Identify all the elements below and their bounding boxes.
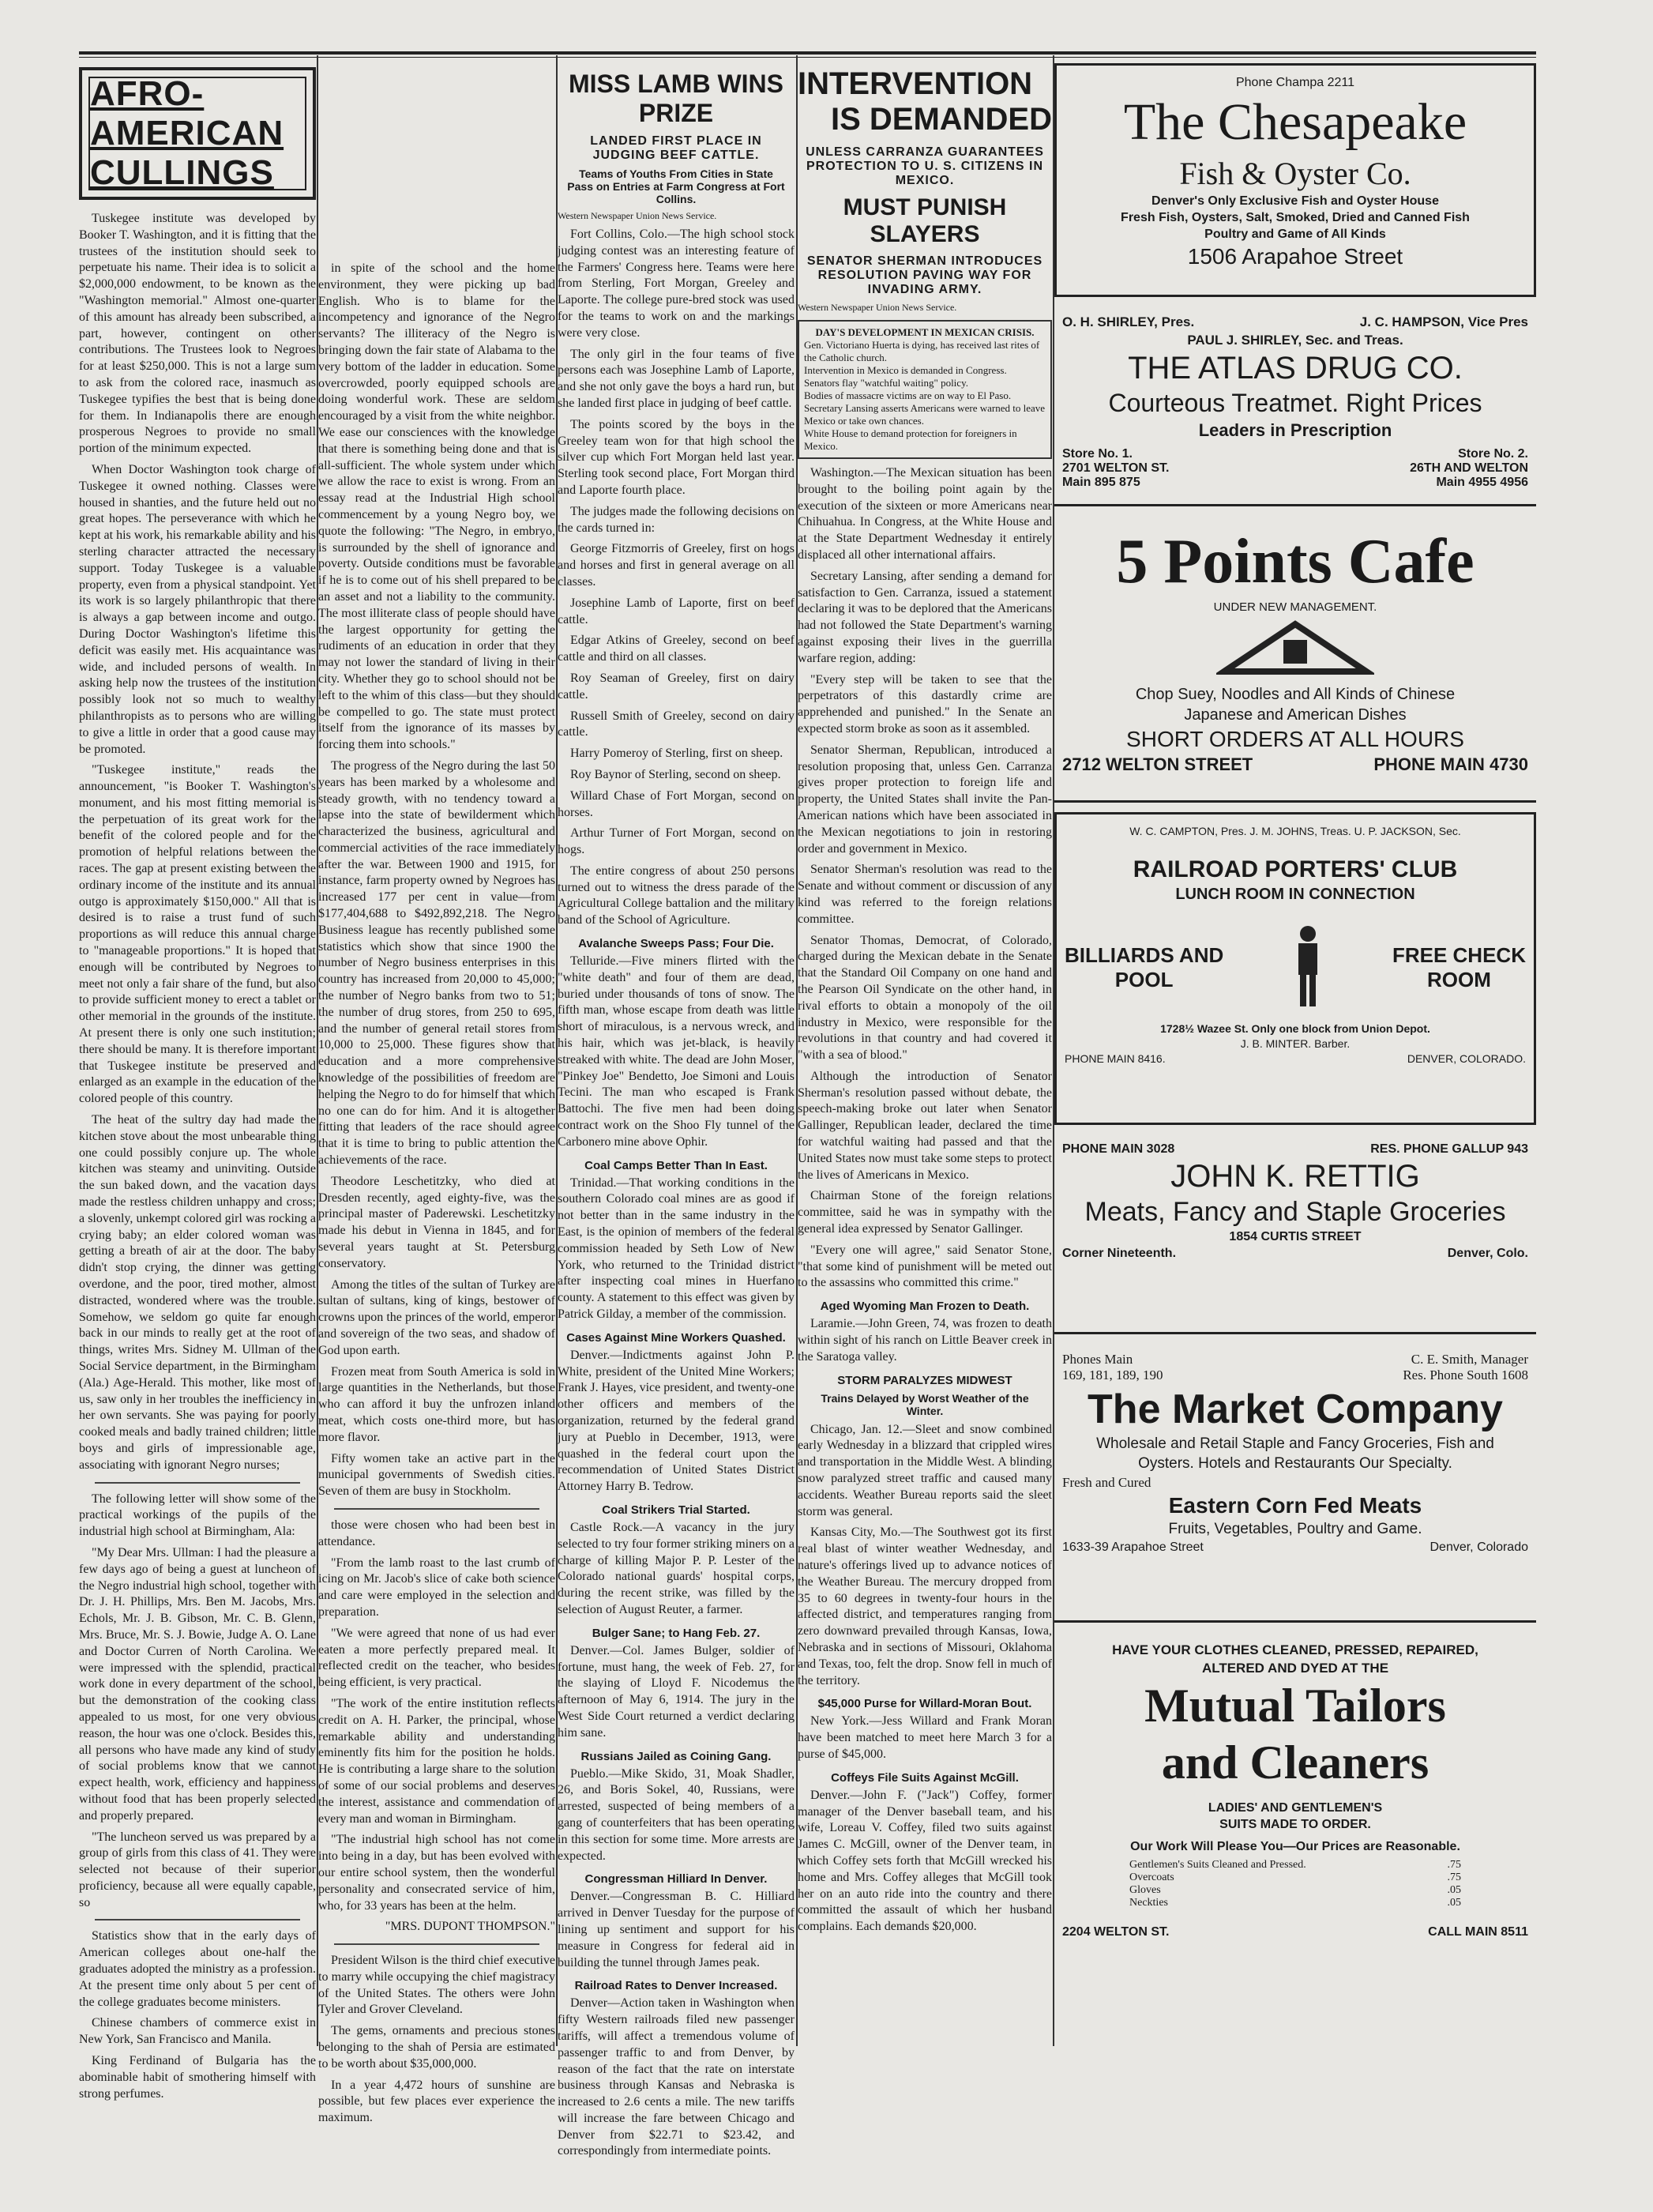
- headline: MISS LAMB WINS PRIZE: [569, 70, 783, 127]
- separator: [334, 1508, 539, 1510]
- subhead: Congressman Hilliard In Denver.: [584, 1872, 768, 1887]
- box-item: White House to demand protection for foreigners in Mexico.: [804, 427, 1017, 452]
- subheadline: Teams of Youths From Cities in State Pass on Entries at Farm Congress at Fort Collins.: [567, 167, 785, 205]
- ad-text: Fresh Fish, Oysters, Salt, Smoked, Dried and Canned Fish: [1121, 211, 1470, 224]
- store-1: Store No. 1.: [1062, 447, 1133, 461]
- paragraph: Edgar Atkins of Greeley, second on beef cattle and third on all classes.: [558, 634, 795, 664]
- paragraph: Castle Rock.—A vacancy in the jury selected to try four former striking miners on a charge of killing Major P. P. Lester of the Colorado national guards' hospital corps, during the recent strike, was filled by the selection of August Reuter, a farmer.: [558, 1520, 795, 1616]
- dateline: Western Newspaper Union News Service.: [558, 210, 717, 221]
- paragraph: "From the lamb roast to the last crumb of icing on Mr. Jacob's slice of cake both science and care were employed in the selection and preparation.: [318, 1556, 555, 1619]
- ad-text: SUITS MADE TO ORDER.: [1219, 1818, 1371, 1831]
- ad-text: BILLIARDS AND: [1065, 943, 1224, 967]
- ad-text: LADIES' AND GENTLEMEN'S: [1208, 1801, 1383, 1815]
- paragraph: Laramie.—John Green, 74, was frozen to death within sight of his ranch on Little Beaver creek in the Saratoga valley.: [798, 1317, 1052, 1364]
- paragraph: Secretary Lansing, after sending a demand for satisfaction to Gen. Carranza, issued a statement declaring it was to be deplored that the Americans had not followed the State Department's warning against exposing their lives in the guerrilla warfare region, adding:: [798, 569, 1052, 665]
- ad-address: 2712 WELTON STREET: [1062, 754, 1253, 774]
- price-row: [1129, 1897, 1461, 1909]
- ad-phone: PHONE MAIN 4730: [1373, 754, 1528, 774]
- column-2: [318, 261, 555, 2131]
- ad-text: Oysters. Hotels and Restaurants Our Specialty.: [1138, 1455, 1452, 1472]
- paragraph: "Every step will be taken to see that the perpetrators of this dastardly crime are apprehended and punished." In the Senate an expected storm broke as soon as it assembled.: [798, 672, 1052, 735]
- price-row: [1129, 1872, 1461, 1884]
- ad-phone: 169, 181, 189, 190: [1062, 1367, 1163, 1382]
- ad-text: C. E. Smith, Manager: [1411, 1352, 1528, 1367]
- paragraph: Senator Sherman, Republican, introduced a resolution proposing that, unless Gen. Carranza gives proper protection to foreign life and property, the United States shall invite the Pan-American nations which have been associated in the Mexican negotiations to join in restoring order and government in Mexico.: [798, 743, 1052, 856]
- paragraph: Frozen meat from South America is sold in large quantities in the Netherlands, but those who can afford it buy the unfrozen inland meat, which costs one-third more, but has more flavor.: [318, 1364, 555, 1444]
- ad-phone: PHONE MAIN 8416.: [1065, 1052, 1166, 1065]
- paragraph: The judges made the following decisions on the cards turned in:: [558, 504, 795, 535]
- paragraph: "We were agreed that none of us had ever eaten a more perfectly prepared meal. It reflected credit on the teacher, who besides being efficient, is very practical.: [318, 1626, 555, 1690]
- paragraph: Senator Sherman's resolution was read to the Senate and without comment or discussion of any kind was referred to the foreign relations committee.: [798, 863, 1052, 926]
- ad-name: The Chesapeake: [1123, 93, 1467, 151]
- store-1-address: 2701 WELTON ST.: [1062, 461, 1170, 475]
- headline-deck: UNLESS CARRANZA GUARANTEES PROTECTION TO U. S. CITIZENS IN MEXICO.: [806, 145, 1044, 187]
- porter-figure-icon: [1284, 924, 1332, 1011]
- ad-text: HAVE YOUR CLOTHES CLEANED, PRESSED, REPAIRED,: [1112, 1642, 1478, 1657]
- price-row: [1129, 1884, 1461, 1897]
- dateline: Western Newspaper Union News Service.: [798, 302, 957, 313]
- store-2-address: 26TH AND WELTON: [1410, 461, 1528, 475]
- paragraph: The only girl in the four teams of five persons each was Josephine Lamb of Laporte, and she not only gave the boys a hard run, but she landed first place in judging of beef cattle.: [558, 347, 795, 410]
- signature: "MRS. DUPONT THOMPSON.": [385, 1920, 555, 1934]
- paragraph: Fort Collins, Colo.—The high school stock judging contest was an interesting feature of the Farmers' Congress here. Teams were here from Sterling, Fort Morgan, Greeley and Laporte. The college pure-bred stock was used for the teams to work on and the markings were very close.: [558, 228, 795, 340]
- paragraph: Willard Chase of Fort Morgan, second on horses.: [558, 788, 795, 819]
- five-points-cafe-ad: [1054, 516, 1536, 803]
- paragraph: The points scored by the boys in the Greeley team won for that high school the silver cup which Fort Morgan held last year. Sterling took second place, Fort Morgan third and Laporte fourth place.: [558, 417, 795, 497]
- paragraph: President Wilson is the third chief executive to marry while occupying the chief magistracy of the United States. The others were John Tyler and Grover Cleveland.: [318, 1954, 555, 2017]
- ad-text: Chop Suey, Noodles and All Kinds of Chinese: [1135, 686, 1456, 703]
- ad-name: Fish & Oyster Co.: [1179, 156, 1411, 191]
- ad-text: J. C. HAMPSON, Vice Pres: [1359, 314, 1528, 329]
- ad-name: RAILROAD PORTERS' CLUB: [1133, 856, 1458, 882]
- paragraph: Denver.—Indictments against John P. White, president of the United Mine Workers; Frank J. Hayes, vice president, and twenty-one other officers and members of the organization, returned by the federal grand jury at Pueblo in December, 1913, were quashed in the federal court upon the recommendation of United States District Attorney Harry B. Tedrow.: [558, 1348, 795, 1494]
- paragraph: Tuskegee institute was developed by Booker T. Washington, and it is fitting that the trustees of the institution should seek to perpetuate his name. Their idea is to solicit a $2,000,000 endowment, to be known as the "Washington memorial." Almost one-quarter of this amount has already been subscribed, a part, however, contingent on other contributions. The Trustees look to Negroes for at least $250,000. This is not a large sum to ask from the colored race, inasmuch as Tuskegee typifies the best that is being done for them. In Indianapolis there are enough prosperous Negroes to provide no small portion of the minimum expected.: [79, 212, 316, 456]
- ad-text: LUNCH ROOM IN CONNECTION: [1175, 886, 1415, 903]
- subhead: Aged Wyoming Man Frozen to Death.: [820, 1300, 1030, 1314]
- paragraph: The heat of the sultry day had made the kitchen stove about the most unbearable thing one could possibly conjure up. The whole kitchen was steamy and uninviting. Outside the sun baked down, and the vacation days made the restless children unhappy and cross; a slovenly, unkempt colored girl was rocking a crying baby; an elder colored woman was getting a breath of air at the door. The baby didn't stop crying, the dinner was getting overdone, and the poor, tired mother, almost distracted, wondered where was the trouble. Somehow, we seldom go quite far enough back in our minds to really get at the root of things, writes Mrs. Sidney M. Ullman of the Social Service department, in the Birmingham (Ala.) Age-Herald. This mother, like most of us, saw only in her troubles the inefficiency in her own servants. She was paying for poorly cooked meals and badly trained children; little boys and girls of impressionable age, associating with ignorant Negro nurses;: [79, 1113, 316, 1472]
- paragraph: New York.—Jess Willard and Frank Moran have been matched to meet here March 3 for a purse of $45,000.: [798, 1714, 1052, 1761]
- price-value: .05: [1447, 1884, 1461, 1896]
- ad-address: 1633-39 Arapahoe Street: [1062, 1540, 1204, 1554]
- box-item: Senators flay "watchful waiting" policy.: [804, 377, 968, 389]
- subhead: Avalanche Sweeps Pass; Four Die.: [578, 937, 774, 951]
- ad-text: DENVER, COLORADO.: [1407, 1052, 1526, 1065]
- ad-text: Fruits, Vegetables, Poultry and Game.: [1168, 1521, 1422, 1537]
- paragraph: those were chosen who had been best in attendance.: [318, 1518, 555, 1548]
- paragraph: Senator Thomas, Democrat, of Colorado, charged during the Mexican debate in the Senate that the Standard Oil Company on one hand and the Pearson Oil Syndicate on the other hand, in rival efforts to obtain a monopoly of the oil industry in Mexico, were responsible for the revolutions in that country and had covered it "with a sea of blood.": [798, 933, 1052, 1063]
- atlas-drug-ad: [1054, 307, 1536, 506]
- paragraph: Among the titles of the sultan of Turkey are sultan of sultans, king of kings, bestower of crowns upon the princes of the world, emperor and sovereign of the two seas, and shadow of God upon earth.: [318, 1277, 555, 1357]
- paragraph: Pueblo.—Mike Skido, 31, Moak Shadler, 26, and Boris Sokel, 40, Russians, were arrested, suspected of being members of a gang of counterfeiters that has been operating in this section for some time. More arrests are expected.: [558, 1766, 795, 1863]
- ads-column: [1054, 63, 1536, 2037]
- paragraph: In a year 4,472 hours of sunshine are possible, but few places ever experience the maximum.: [318, 2078, 555, 2125]
- paragraph: Theodore Leschetitzky, who died at Dresden recently, aged eighty-five, was the principal master of Paderewski. Leschetitzky made his debut in Vienna in 1845, and for several years taught at St. Petersburg conservatory.: [318, 1174, 555, 1270]
- paragraph: Chinese chambers of commerce exist in New York, San Francisco and Manila.: [79, 2016, 316, 2047]
- paragraph: "My Dear Mrs. Ullman: I had the pleasure a few days ago of being a guest at luncheon of the Negro industrial high school, together with Dr. J. H. Phillips, Mrs. Ben M. Jacobs, Mrs. Echols, Mr. J. B. Gibson, Mr. C. B. Glenn, Mrs. Bruce, Mr. S. J. Bowie, Judge A. O. Lane and Doctor Curren of North Carolina. We were impressed with the splendid, practical work done in every department of the school, but the demonstration of the cooking class appealed to us most, for one very obvious reason, the hour was one o'clock. Besides this, all persons who have made any kind of study of social problems know that we cannot expect health, work, efficiency and happiness without food that has been properly selected and properly prepared.: [79, 1545, 316, 1823]
- ad-slogan: Leaders in Prescription: [1198, 420, 1392, 440]
- subhead: $45,000 Purse for Willard-Moran Bout.: [817, 1697, 1032, 1711]
- subhead: STORM PARALYZES MIDWEST: [837, 1373, 1012, 1387]
- mutual-tailors-ad: [1054, 1632, 1536, 2027]
- store-1-phone: Main 895 875: [1062, 476, 1140, 489]
- ad-text: SHORT ORDERS AT ALL HOURS: [1126, 727, 1464, 751]
- ad-text: ROOM: [1427, 968, 1491, 991]
- cullings-heading: AFRO-AMERICAN CULLINGS: [88, 77, 306, 190]
- box-item: Secretary Lansing asserts Americans were warned to leave Mexico or take own chances.: [804, 402, 1046, 427]
- price-row: [1129, 1859, 1461, 1872]
- price-item: Overcoats: [1129, 1872, 1174, 1883]
- box-title: DAY'S DEVELOPMENT IN MEXICAN CRISIS.: [815, 326, 1035, 338]
- paragraph: "The work of the entire institution reflects credit on A. H. Parker, the principal, whose remarkable ability and understanding eminently fits him for the position he holds. He is contributing a large share to the solution of some of our social problems and deserves the interest, assistance and commendation of every man and woman in Birmingham.: [318, 1696, 555, 1826]
- paragraph: Fifty women take an active part in the municipal governments of Swedish cities. Seven of them are busy in Stockholm.: [318, 1451, 555, 1499]
- paragraph: "The industrial high school has not come into being in a day, but has been evolved with our entire school system, then the wonderful personality and consecrated service of him, who, for 33 years has been at the helm.: [318, 1833, 555, 1913]
- ad-name: JOHN K. RETTIG: [1170, 1159, 1420, 1194]
- ad-name: The Market Company: [1088, 1386, 1503, 1432]
- paragraph: Harry Pomeroy of Sterling, first on sheep.: [570, 747, 783, 761]
- separator: [95, 1919, 300, 1920]
- headline: MUST PUNISH SLAYERS: [843, 194, 1007, 247]
- price-item: Neckties: [1129, 1897, 1168, 1909]
- column-4: [798, 63, 1052, 1940]
- subhead: Railroad Rates to Denver Increased.: [574, 1979, 778, 1993]
- ad-name: THE ATLAS DRUG CO.: [1128, 351, 1463, 386]
- ad-text: FREE CHECK: [1392, 943, 1526, 967]
- headline-deck: SENATOR SHERMAN INTRODUCES RESOLUTION PAVING WAY FOR INVADING ARMY.: [806, 254, 1043, 296]
- rettig-ad: [1054, 1134, 1536, 1334]
- headline-deck: LANDED FIRST PLACE IN JUDGING BEEF CATTLE.: [590, 134, 762, 162]
- paragraph: The gems, ornaments and precious stones belonging to the shah of Persia are estimated to be worth about $35,000,000.: [318, 2024, 555, 2071]
- ad-text: Eastern Corn Fed Meats: [1168, 1493, 1422, 1518]
- ad-text: Japanese and American Dishes: [1184, 706, 1407, 724]
- ad-name: 5 Points Cafe: [1116, 527, 1475, 596]
- subhead: Bulger Sane; to Hang Feb. 27.: [592, 1626, 761, 1640]
- ad-text: O. H. SHIRLEY, Pres.: [1062, 314, 1195, 329]
- paragraph: Washington.—The Mexican situation has been brought to the boiling point again by the execution of the sixteen or more Americans near Chihuahua. In Congress, at the White House and at the State Department Wednesday it entirely displaced all other international affairs.: [798, 466, 1052, 562]
- paragraph: Chairman Stone of the foreign relations committee, said he was in sympathy with the general idea expressed by Senator Gallinger.: [798, 1189, 1052, 1236]
- ad-phone: Res. Phone South 1608: [1403, 1367, 1528, 1382]
- paragraph: Chicago, Jan. 12.—Sleet and snow combined early Wednesday in a blizzard that crippled wires and transportation in the Middle West. A blinding snow paralyzed street traffic and caused many accidents. Weather Bureau reports said the sleet storm was general.: [798, 1422, 1052, 1518]
- paragraph: in spite of the school and the home environment, they were picking up bad English. Who is to blame for the incompetency and ignorance of the Negro servants? The illiteracy of the Negro is bringing down the fair state of Alabama to the very bottom of the ladder in education. Some overcrowded, poorly equipped schools are doing wonderful work. These are seldom encouraged by a visit from the white neighbor. We ease our consciences with the knowledge that there is something being done and that is all-sufficient. The whole system under which we allow the race to exist is wrong. From an essay read at the Industrial High school commencement by a young Negro boy, we quote the following: "The Negro, in embryo, is surrounded by the shell of ignorance and poverty. Outside conditions must be favorable if he is to come out of his shell prepared to be an asset and not a liability to the community. The most illiterate class of people should have the largest opportunity for getting the rudiments of an education in order that they may not lower the standard of living in their city. Whether they go to school should not be left to the whim of this class—but they should be compelled to go. The state must protect itself from the ignorance of its masses by forcing them into schools.": [318, 261, 555, 752]
- ad-name: Mutual Tailors: [1144, 1680, 1446, 1732]
- ad-address: 1854 CURTIS STREET: [1229, 1230, 1362, 1243]
- ad-text: W. C. CAMPTON, Pres. J. M. JOHNS, Treas. U. P. JACKSON, Sec.: [1129, 825, 1461, 837]
- price-list: [1129, 1859, 1461, 1909]
- paragraph: Denver—Action taken in Washington when fifty Western railroads filed new passenger tariffs, will affect a tremendous volume of passenger traffic to and from Denver, by reason of the fact that the rate on interstate business through Kansas and Nebraska is increased to 2.6 cents a mile. The new tariffs will increase the fare between Chicago and Denver from $22.71 to $23.42, and correspondingly from intermediate points.: [558, 1996, 795, 2158]
- paragraph: George Fitzmorris of Greeley, first on hogs and horses and first in general average on all classes.: [558, 542, 795, 589]
- subhead: Coffeys File Suits Against McGill.: [831, 1770, 1019, 1785]
- paragraph: Arthur Turner of Fort Morgan, second on hogs.: [558, 826, 795, 857]
- paragraph: The following letter will show some of the practical workings of the pupils of the industrial high school at Birmingham, Ala:: [79, 1492, 316, 1539]
- paragraph: Denver.—Congressman B. C. Hilliard arrived in Denver Tuesday for the purpose of lining up sentiment and support for his measure in Congress for federal aid in building the tunnel through James peak.: [558, 1890, 795, 1969]
- ad-text: J. B. MINTER. Barber.: [1240, 1037, 1351, 1050]
- subhead: Coal Strikers Trial Started.: [602, 1503, 750, 1517]
- column-3: [558, 63, 795, 2165]
- paragraph: Russell Smith of Greeley, second on dairy cattle.: [558, 709, 795, 739]
- separator: [95, 1482, 300, 1484]
- paragraph: Trinidad.—That working conditions in the southern Colorado coal mines are as good if not better than in the same industry in the East, is the opinion of members of the federal commission headed by Seth Low of New York, who returned to the Trinidad district after inspecting coal mines in Huerfano county. A statement to this effect was given by Patrick Gilday, a member of the commission.: [558, 1176, 795, 1322]
- chesapeake-ad: [1054, 63, 1536, 297]
- paragraph: Josephine Lamb of Laporte, first on beef cattle.: [558, 596, 795, 626]
- ad-text: Corner Nineteenth.: [1062, 1247, 1177, 1260]
- ad-address: 2204 WELTON ST.: [1062, 1925, 1170, 1939]
- ad-name: and Cleaners: [1161, 1736, 1429, 1789]
- ad-slogan: Courteous Treatmet. Right Prices: [1108, 389, 1482, 417]
- paragraph: Statistics show that in the early days of American colleges about one-half the graduates adopted the ministry as a profession. At the present time only about 5 per cent of the college graduates become ministers.: [79, 1929, 316, 2009]
- paragraph: When Doctor Washington took charge of Tuskegee it owned nothing. Classes were housed in shanties, and the future held out no great hopes. The perseverance with which he kept at his work, his remarkable ability and his sterling character attracted the necessary support. Today Tuskegee is a valuable property, even from a physical standpoint. Yet its work is so largely philanthropic that there is always a gap between income and outgo. During Doctor Washington's lifetime this deficit was easily met. His acquaintance was wide, and included persons of wealth. In asking help now the trustees of the institution possibly look not so much to wealthy philanthropists as to persons who are willing to give a little in order that a good cause may be promoted.: [79, 462, 316, 756]
- ad-text: PAUL J. SHIRLEY, Sec. and Treas.: [1187, 333, 1403, 348]
- price-value: .75: [1447, 1859, 1461, 1871]
- ad-phone: RES. PHONE GALLUP 943: [1370, 1142, 1528, 1156]
- paragraph: "Tuskegee institute," reads the announcement, "is Booker T. Washington's monument, and his most fitting memorial is the perpetuation of its great work for the benefit of the colored people and for the promotion of helpful relations between the races. The gap at present existing between the ordinary income of the institute and its annual outgo is approximately $150,000." All that is desired is to raise a trust fund of such proportions as will reduce this annual charge to "manageable proportions." It is hoped that enough will be contributed by Negroes to meet not only a fair share of the fund, but also to provide sufficient money to erect a tablet or other memorial in the grounds of the institute. At present there is only one such institution; there should be many. It is therefore important that Tuskegee institute be preserved and enlarged as an example in the education of the colored people of this country.: [79, 763, 316, 1106]
- subhead: Cases Against Mine Workers Quashed.: [566, 1330, 786, 1345]
- box-item: Bodies of massacre victims are on way to El Paso.: [804, 389, 1012, 401]
- paragraph: Denver.—John F. ("Jack") Coffey, former manager of the Denver baseball team, and his wife, Loreau V. Coffey, filed two suits against James C. McGill, owner of the Denver team, in which Coffey sets forth that McGill wrecked his home and Mrs. Coffey alleges that McGill took her on an auto ride into the country and there committed the assault of which her husband complains. Each demands $20,000.: [798, 1788, 1052, 1934]
- paragraph: Roy Baynor of Sterling, second on sheep.: [570, 767, 781, 781]
- price-item: Gloves: [1129, 1884, 1161, 1896]
- paragraph: Kansas City, Mo.—The Southwest got its first real blast of winter weather Wednesday, and nature's offerings lived up to advance notices of the Weather Bureau. The mercury dropped from 35 to 60 degrees in twenty-four hours in the affected district, and temperatures ranging from zero downward prevailed through Kansas, Iowa, Nebraska and in sections of Missouri, Oklahoma and Texas, too, felt the drop. Snow fell in much of the territory.: [798, 1525, 1052, 1687]
- ad-phone: CALL MAIN 8511: [1428, 1925, 1528, 1939]
- ad-phone: Phone Champa 2211: [1235, 76, 1355, 89]
- developments-box: [798, 320, 1052, 459]
- pagoda-icon: [1216, 616, 1374, 679]
- ad-text: Meats, Fancy and Staple Groceries: [1084, 1197, 1506, 1227]
- paragraph: The entire congress of about 250 persons turned out to witness the dress parade of the Agricultural College battalion and the military band of the School of Agriculture.: [558, 863, 795, 927]
- subheadline: Trains Delayed by Worst Weather of the Winter.: [821, 1391, 1029, 1417]
- price-value: .05: [1447, 1897, 1461, 1909]
- railroad-porters-ad: [1054, 812, 1536, 1125]
- market-company-ad: [1054, 1344, 1536, 1623]
- box-item: Gen. Victoriano Huerta is dying, has received last rites of the Catholic church.: [804, 339, 1040, 363]
- price-item: Gentlemen's Suits Cleaned and Pressed.: [1129, 1859, 1306, 1871]
- ad-address: 1728½ Wazee St. Only one block from Union Depot.: [1160, 1022, 1430, 1035]
- ad-text: Phones Main: [1062, 1352, 1133, 1367]
- ad-phone: PHONE MAIN 3028: [1062, 1142, 1175, 1156]
- box-item: Intervention in Mexico is demanded in Congress.: [804, 364, 1007, 376]
- paragraph: "Every one will agree," said Senator Stone, "that some kind of punishment will be meted out to the assassins who committed this crime.": [798, 1243, 1052, 1290]
- price-value: .75: [1447, 1872, 1461, 1883]
- ad-text: Denver's Only Exclusive Fish and Oyster House: [1151, 194, 1439, 208]
- ad-text: Denver, Colo.: [1447, 1247, 1528, 1260]
- store-2-phone: Main 4955 4956: [1436, 476, 1528, 489]
- ad-text: Our Work Will Please You—Our Prices are Reasonable.: [1130, 1840, 1460, 1853]
- store-2: Store No. 2.: [1458, 447, 1528, 461]
- paragraph: King Ferdinand of Bulgaria has the abominable habit of smothering himself with strong perfumes.: [79, 2054, 316, 2101]
- ad-text: Fresh and Cured: [1062, 1475, 1151, 1490]
- ad-text: Denver, Colorado: [1429, 1540, 1528, 1554]
- ad-text: Poultry and Game of All Kinds: [1204, 228, 1386, 241]
- ad-text: Wholesale and Retail Staple and Fancy Groceries, Fish and: [1096, 1435, 1494, 1452]
- separator: [334, 1943, 539, 1945]
- ad-text: POOL: [1114, 968, 1174, 991]
- paragraph: The progress of the Negro during the last 50 years has been marked by a wholesome and steady growth, with no tendency toward a lapse into the state of bewilderment which characterized the business, agricultural and commercial activities of the race immediately after the war. Between 1900 and 1915, for instance, farm property owned by Negroes has increased 177 per cent in value—from $177,404,688 to $492,892,218. The Negro Business league has recently published some statistics which show that since 1900 the number of Negro business enterprises in this country has increased from 20,000 to 45,000; the number of Negro banks from two to 51; the number of drug stores, from 250 to 695, and the number of general retail stores from 10,000 to 25,000. These figures show that education and a more comprehensive knowledge of the possibilities of freedom are helping the Negro to do for himself that which no one can do for him. And it is altogether fitting that leaders of the race should agree that it is time to bring to public attention the achievements of the race.: [318, 758, 555, 1168]
- ad-address: 1506 Arapahoe Street: [1187, 244, 1403, 269]
- ad-text: UNDER NEW MANAGEMENT.: [1213, 600, 1377, 614]
- cullings-heading-box: [79, 67, 316, 200]
- paragraph: Denver.—Col. James Bulger, soldier of fortune, must hang, the week of Feb. 27, for the slaying of Lloyd F. Nicodemus the afternoon of May 6, 1914. The jury in the West Side Court returned a verdict declaring him sane.: [558, 1643, 795, 1740]
- paragraph: Telluride.—Five miners flirted with the "white death" and four of them are dead, buried under thousands of tons of snow. The fifth man, whose escape from death was little short of miraculous, is a nervous wreck, and his hair, which was jet-black, is heavily streaked with white. The dead are John Moser, "Pinkey Joe" Bendetto, Joe Simoni and Louis Tecini. The man who escaped is Frank Battochi. The five men had been doing contract work on the Shoo Fly tunnel of the Carbonero mine above Ophir.: [558, 954, 795, 1149]
- headline: IS DEMANDED: [830, 102, 1052, 137]
- paragraph: Although the introduction of Senator Sherman's resolution passed without debate, the speech-making broke out later when Senator Gallinger, Republican leader, declared the time for watchful waiting had passed and that the United States now must take some steps to protect the lives of Americans in Mexico.: [798, 1069, 1052, 1182]
- paragraph: Roy Seaman of Greeley, first on dairy cattle.: [558, 671, 795, 702]
- subhead: Coal Camps Better Than In East.: [584, 1158, 768, 1172]
- ad-text: ALTERED AND DYED AT THE: [1201, 1661, 1389, 1676]
- paragraph: "The luncheon served us was prepared by a group of girls from this class of 41. They were selected not because of their superior proficiency, because all were equally capable, so: [79, 1830, 316, 1909]
- subhead: Russians Jailed as Coining Gang.: [580, 1749, 772, 1763]
- headline: INTERVENTION: [798, 66, 1033, 101]
- column-1: [79, 51, 316, 2107]
